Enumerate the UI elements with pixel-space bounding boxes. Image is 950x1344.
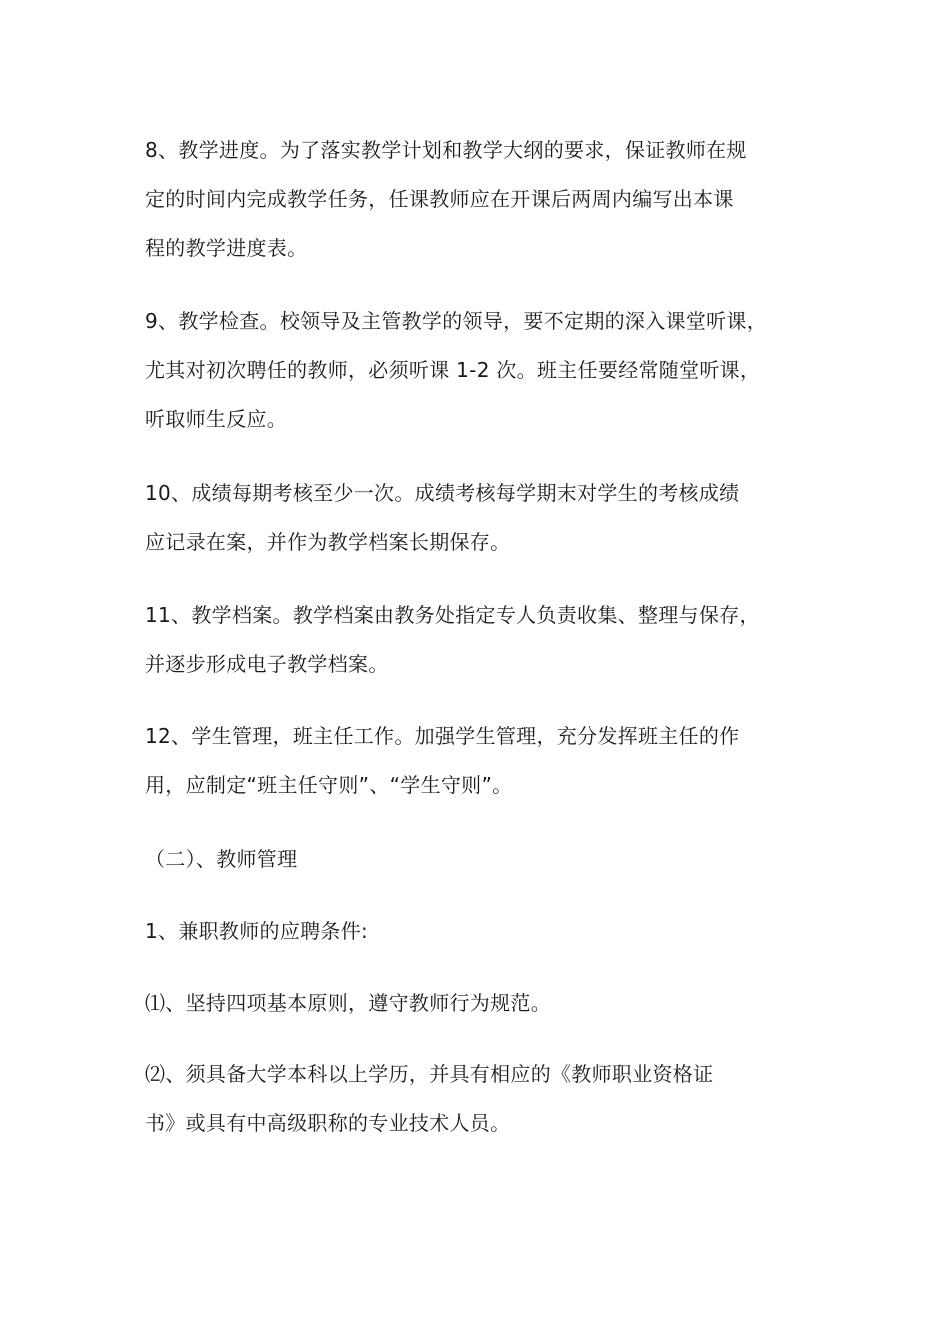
text-line: 听取师生反应。 [145, 407, 288, 431]
text-line: 应记录在案，并作为教学档案长期保存。 [145, 530, 511, 554]
section-heading-text: （二）、教师管理 [145, 847, 298, 871]
text-line: 程的教学进度表。 [145, 236, 308, 260]
paragraph-item-9 [145, 297, 835, 444]
text-line: 书》或具有中高级职称的专业技术人员。 [145, 1111, 511, 1135]
subheading-parttime-conditions [145, 907, 835, 956]
paragraph-item-12 [145, 712, 835, 810]
text-line: 8、教学进度。为了落实教学计划和教学大纲的要求，保证教师在规 [145, 138, 747, 162]
text-line: 12、学生管理，班主任工作。加强学生管理，充分发挥班主任的作 [145, 724, 740, 748]
condition-item-2 [145, 1050, 835, 1148]
text-line: 并逐步形成电子教学档案。 [145, 652, 389, 676]
text-line: ⑵、须具备大学本科以上学历，并具有相应的《教师职业资格证 [145, 1062, 714, 1086]
paragraph-item-8 [145, 126, 835, 273]
text-line: 尤其对初次聘任的教师，必须听课 1-2 次。班主任要经常随堂听课， [145, 358, 761, 382]
condition-item-1 [145, 979, 835, 1028]
text-line: ⑴、坚持四项基本原则，遵守教师行为规范。 [145, 991, 551, 1015]
text-line: 9、教学检查。校领导及主管教学的领导，要不定期的深入课堂听课， [145, 309, 768, 333]
text-line: 11、教学档案。教学档案由教务处指定专人负责收集、整理与保存， [145, 603, 760, 627]
section-heading-teacher-management [145, 835, 835, 884]
paragraph-item-11 [145, 591, 835, 689]
text-line: 定的时间内完成教学任务，任课教师应在开课后两周内编写出本课 [145, 187, 734, 211]
paragraph-item-10 [145, 469, 835, 567]
text-line: 10、成绩每期考核至少一次。成绩考核每学期末对学生的考核成绩 [145, 481, 740, 505]
subheading-text: 1、兼职教师的应聘条件: [145, 919, 369, 943]
text-line: 用，应制定“班主任守则”、“学生守则”。 [145, 773, 513, 797]
